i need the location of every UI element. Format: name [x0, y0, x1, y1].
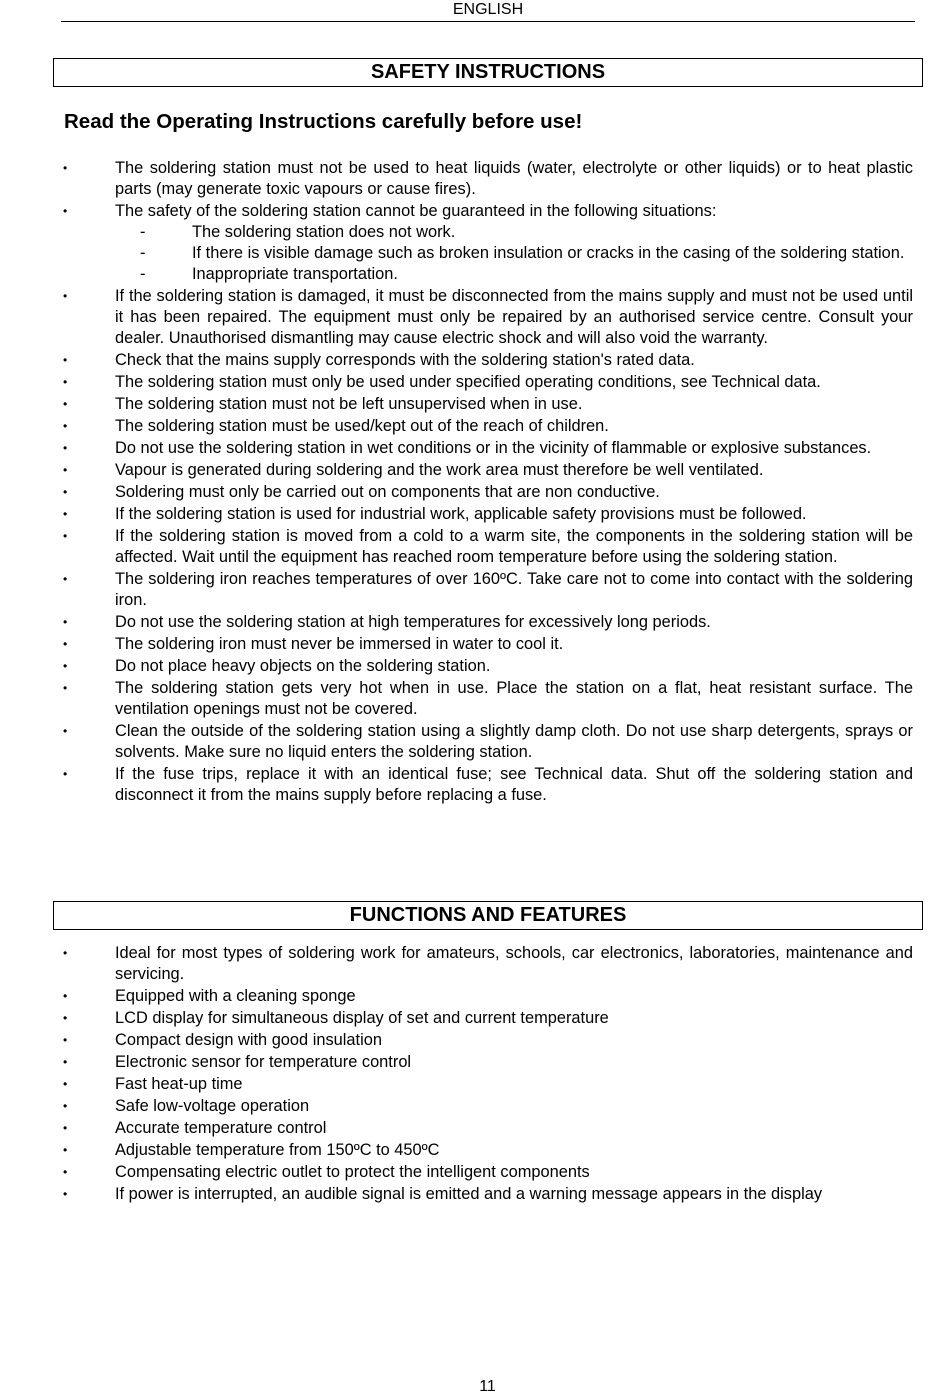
list-item-text: If the fuse trips, replace it with an identical fuse; see Technical data. Shut off the soldering station and disconnect it from the mains supply before replacing a fuse.	[115, 765, 913, 804]
list-item-text: Electronic sensor for temperature control	[115, 1053, 412, 1071]
bullet-icon: •	[63, 485, 68, 499]
bullet-icon: •	[63, 353, 68, 367]
bullet-icon: •	[63, 1165, 68, 1179]
list-item	[0, 612, 950, 633]
bullet-icon: •	[63, 1055, 68, 1069]
list-item	[0, 504, 950, 525]
bullet-icon: •	[63, 1187, 68, 1201]
list-item-text: The soldering station gets very hot when in use. Place the station on a flat, heat resistant surface. The ventilation openings must not be covered.	[115, 679, 913, 718]
bullet-icon: •	[63, 289, 68, 303]
list-item-text: Clean the outside of the soldering station using a slightly damp cloth. Do not use sharp detergents, sprays or solvents. Make sure no liquid enters the soldering station.	[115, 722, 913, 761]
list-item-text: Fast heat-up time	[115, 1075, 243, 1093]
list-item-text: If the soldering station is moved from a cold to a warm site, the components in the soldering station will be affected. Wait until the equipment has reached room temperature before using the soldering station.	[115, 527, 913, 566]
list-item	[0, 460, 950, 481]
features-list	[0, 943, 950, 1206]
list-item	[0, 678, 950, 720]
header-divider	[61, 21, 915, 22]
list-item	[0, 1140, 950, 1161]
list-item-text: Soldering must only be carried out on components that are non conductive.	[115, 483, 660, 501]
list-item	[0, 1052, 950, 1073]
safety-instructions-list	[0, 158, 950, 807]
bullet-icon: •	[63, 1077, 68, 1091]
sub-list-item	[115, 264, 913, 285]
list-item	[0, 943, 950, 985]
bullet-icon: •	[63, 659, 68, 673]
list-item-text: Accurate temperature control	[115, 1119, 327, 1137]
list-item-text: If power is interrupted, an audible signal is emitted and a warning message appears in the display	[115, 1185, 823, 1203]
list-item	[0, 1008, 950, 1029]
sub-list	[115, 222, 913, 285]
sub-list-item	[115, 243, 913, 264]
list-item	[0, 569, 950, 611]
list-item-text: Vapour is generated during soldering and the work area must therefore be well ventilated.	[115, 461, 764, 479]
bullet-icon: •	[63, 161, 68, 175]
dash-icon: -	[140, 265, 146, 283]
bullet-icon: •	[63, 724, 68, 738]
bullet-icon: •	[63, 637, 68, 651]
bullet-icon: •	[63, 1033, 68, 1047]
page-number: 11	[479, 1378, 496, 1395]
list-item	[0, 438, 950, 459]
bullet-icon: •	[63, 397, 68, 411]
list-item-text: Do not use the soldering station in wet conditions or in the vicinity of flammable or explosive substances.	[115, 439, 872, 457]
list-item	[0, 286, 950, 349]
list-item	[0, 721, 950, 763]
sub-list-item-text: The soldering station does not work.	[192, 223, 456, 241]
list-item-text: Compensating electric outlet to protect the intelligent components	[115, 1163, 590, 1181]
bullet-icon: •	[63, 767, 68, 781]
bullet-icon: •	[63, 946, 68, 960]
list-item	[0, 1030, 950, 1051]
bullet-icon: •	[63, 204, 68, 218]
sub-list-item	[115, 222, 913, 243]
list-item	[0, 1096, 950, 1117]
list-item	[0, 526, 950, 568]
list-item	[0, 158, 950, 200]
list-item	[0, 656, 950, 677]
safety-instructions-heading: SAFETY INSTRUCTIONS	[53, 58, 923, 87]
list-item	[0, 350, 950, 371]
list-item-text: The soldering station must not be used to heat liquids (water, electrolyte or other liquids) or to heat plastic parts (may generate toxic vapours or cause fires).	[115, 159, 913, 198]
sub-list-item-text: Inappropriate transportation.	[192, 265, 398, 283]
list-item-text: The soldering station must only be used under specified operating conditions, see Technical data.	[115, 373, 821, 391]
list-item-text: If the soldering station is used for industrial work, applicable safety provisions must be followed.	[115, 505, 807, 523]
sub-list-item-text: If there is visible damage such as broken insulation or cracks in the casing of the soldering station.	[192, 244, 905, 262]
bullet-icon: •	[63, 1121, 68, 1135]
bullet-icon: •	[63, 1011, 68, 1025]
list-item-text: The soldering iron must never be immersed in water to cool it.	[115, 635, 564, 653]
list-item-text: Do not use the soldering station at high temperatures for excessively long periods.	[115, 613, 711, 631]
bullet-icon: •	[63, 572, 68, 586]
list-item	[0, 634, 950, 655]
list-item-text: Equipped with a cleaning sponge	[115, 987, 356, 1005]
list-item	[0, 1118, 950, 1139]
header-language: ENGLISH	[452, 1, 524, 18]
list-item-text: Check that the mains supply corresponds with the soldering station's rated data.	[115, 351, 695, 369]
bullet-icon: •	[63, 615, 68, 629]
bullet-icon: •	[63, 989, 68, 1003]
dash-icon: -	[140, 223, 146, 241]
bullet-icon: •	[63, 419, 68, 433]
bullet-icon: •	[63, 507, 68, 521]
list-item	[0, 1162, 950, 1183]
list-item-text: The soldering station must not be left unsupervised when in use.	[115, 395, 583, 413]
list-item-text: The soldering iron reaches temperatures of over 160ºC. Take care not to come into contact with the soldering iron.	[115, 570, 913, 609]
list-item	[0, 986, 950, 1007]
safety-subtitle: Read the Operating Instructions carefully before use!	[64, 110, 583, 133]
bullet-icon: •	[63, 681, 68, 695]
bullet-icon: •	[63, 375, 68, 389]
list-item	[0, 394, 950, 415]
list-item-text: LCD display for simultaneous display of set and current temperature	[115, 1009, 609, 1027]
list-item-text: If the soldering station is damaged, it must be disconnected from the mains supply and must not be used until it has been repaired. The equipment must only be repaired by an authorised service centre. Consult your dealer. Unauthorised dismantling may cause electric shock and will also void the warranty.	[115, 287, 913, 347]
bullet-icon: •	[63, 463, 68, 477]
list-item	[0, 1074, 950, 1095]
list-item-text: Safe low-voltage operation	[115, 1097, 310, 1115]
bullet-icon: •	[63, 1099, 68, 1113]
list-item-text: Compact design with good insulation	[115, 1031, 382, 1049]
list-item	[0, 201, 950, 285]
bullet-icon: •	[63, 1143, 68, 1157]
list-item-text: The soldering station must be used/kept out of the reach of children.	[115, 417, 609, 435]
functions-features-heading: FUNCTIONS AND FEATURES	[53, 901, 923, 930]
dash-icon: -	[140, 244, 146, 262]
list-item	[0, 416, 950, 437]
bullet-icon: •	[63, 529, 68, 543]
list-item-text: Adjustable temperature from 150ºC to 450ºC	[115, 1141, 440, 1159]
list-item	[0, 372, 950, 393]
list-item	[0, 1184, 950, 1205]
list-item-text: Ideal for most types of soldering work for amateurs, schools, car electronics, laboratories, maintenance and servicing.	[115, 944, 913, 983]
list-item-text: Do not place heavy objects on the soldering station.	[115, 657, 491, 675]
list-item	[0, 764, 950, 806]
list-item-text: The safety of the soldering station cannot be guaranteed in the following situations:	[115, 202, 717, 220]
bullet-icon: •	[63, 441, 68, 455]
list-item	[0, 482, 950, 503]
